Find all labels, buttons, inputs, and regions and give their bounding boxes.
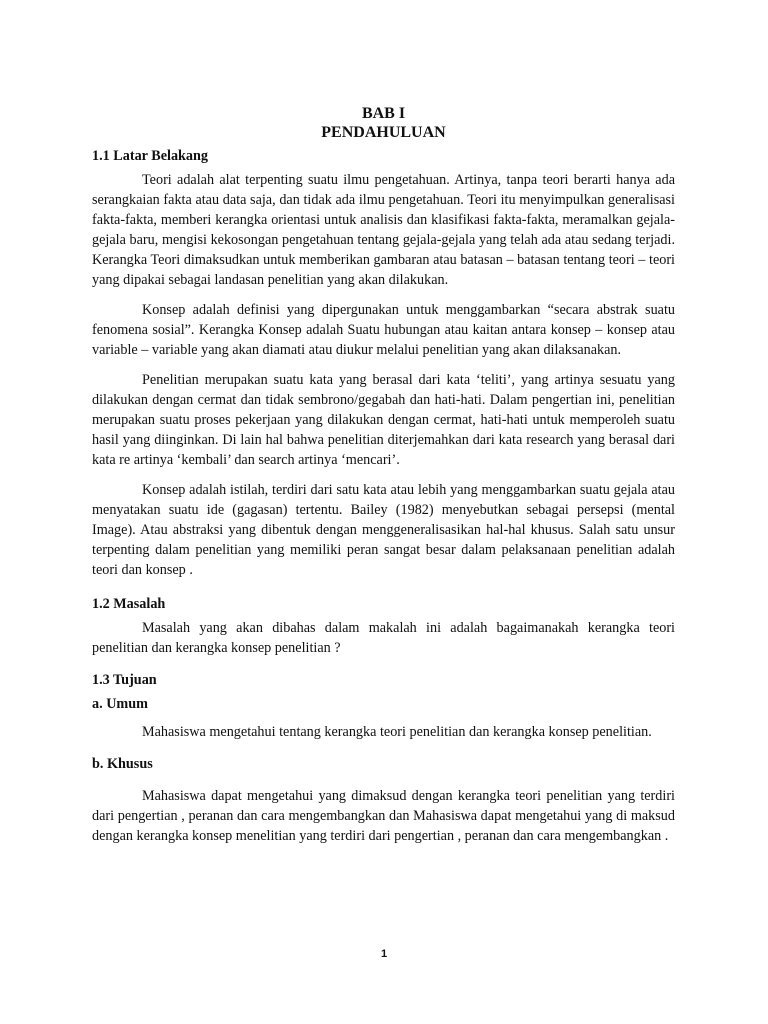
chapter-title: PENDAHULUAN xyxy=(321,124,446,141)
paragraph-konsep-istilah: Konsep adalah istilah, terdiri dari satu kata atau lebih yang menggambarkan suatu gejala atau menyatakan suatu ide (gagasan) tertentu. Bailey (1982) menyebutkan sebagai persepsi (mental Image). Atau abstraksi yang dibentuk dengan menggeneralisasikan hal-hal khusus. Salah satu unsur terpenting dalam penelitian yang memiliki peran sangat besar dalam pelaksanaan penelitian adalah teori dan konsep . xyxy=(92,482,675,578)
subheading-umum: a. Umum xyxy=(92,696,148,712)
paragraph-khusus: Mahasiswa dapat mengetahui yang dimaksud dengan kerangka teori penelitian yang terdiri dari pengertian , peranan dan cara mengembangkan dan Mahasiswa dapat mengetahui yang di maksud dengan kerangka konsep menelitian yang terdiri dari pengertian , peranan dan cara mengembangkan . xyxy=(92,788,675,844)
page-number: 1 xyxy=(380,948,388,960)
subheading-khusus: b. Khusus xyxy=(92,756,153,772)
paragraph-umum: Mahasiswa mengetahui tentang kerangka teori penelitian dan kerangka konsep penelitian. xyxy=(142,724,652,740)
paragraph-penelitian: Penelitian merupakan suatu kata yang berasal dari kata ‘teliti’, yang artinya sesuatu yang dilakukan dengan cermat dan tidak sembrono/gegabah dan hati-hati. Dalam pengertian ini, penelitian merupakan suatu proses pekerjaan yang dilakukan dengan cermat, hati-hati untuk memperoleh suatu hasil yang diinginkan. Di lain hal bahwa penelitian diterjemahkan dari kata research yang berasal dari kata re artinya ‘kembali’ dan search artinya ‘mencari’. xyxy=(92,372,675,468)
page-content xyxy=(92,104,675,846)
section-heading-latar-belakang: 1.1 Latar Belakang xyxy=(92,148,209,164)
paragraph-konsep: Konsep adalah definisi yang dipergunakan untuk menggambarkan “secara abstrak suatu fenomena sosial”. Kerangka Konsep adalah Suatu hubungan atau kaitan antara konsep – konsep atau variable – variable yang akan diamati atau diukur melalui penelitian yang akan dilaksanakan. xyxy=(92,302,675,358)
chapter-label: BAB I xyxy=(361,105,406,122)
paragraph-masalah: Masalah yang akan dibahas dalam makalah ini adalah bagaimanakah kerangka teori penelitian dan kerangka konsep penelitian ? xyxy=(92,620,675,656)
section-heading-masalah: 1.2 Masalah xyxy=(92,596,166,612)
paragraph-teori: Teori adalah alat terpenting suatu ilmu pengetahuan. Artinya, tanpa teori berarti hanya ada serangkaian fakta atau data saja, dan tidak ada ilmu pengetahuan. Teori itu menyimpulkan generalisasi fakta-fakta, memberi kerangka orientasi untuk analisis dan klasifikasi fakta-fakta, meramalkan gejala-gejala baru, mengisi kekosongan pengetahuan tentang gejala-gejala yang telah ada atau sedang terjadi. Kerangka Teori dimaksudkan untuk memberikan gambaran atau batasan – batasan tentang teori – teori yang dipakai sebagai landasan penelitian yang akan dilakukan. xyxy=(92,172,675,288)
section-heading-tujuan: 1.3 Tujuan xyxy=(92,672,157,688)
